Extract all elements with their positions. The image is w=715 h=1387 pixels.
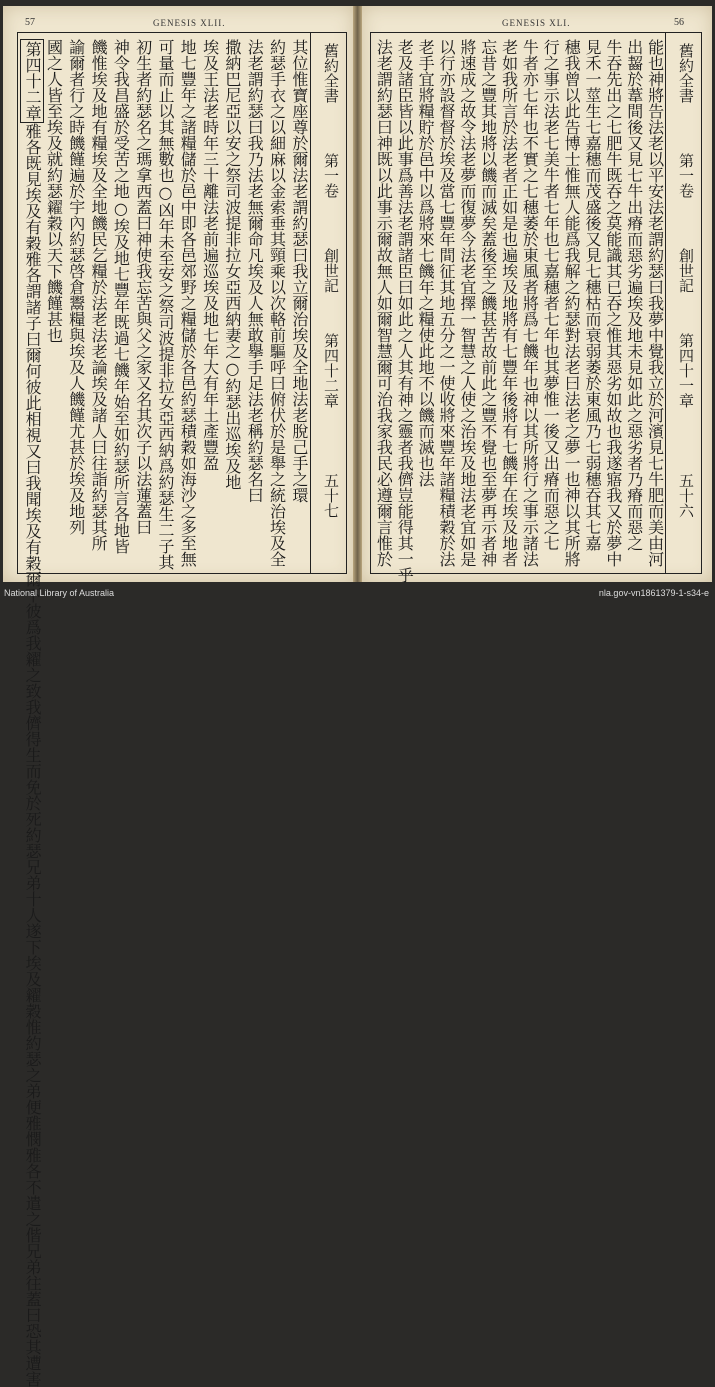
right-column-10: 將速成之故令法老夢而復夢今法老宜擇一智慧之人使之治埃及地法老宜如是 (457, 39, 477, 567)
footer-identifier: nla.gov-vn1861379-1-s34-e (598, 588, 709, 598)
left-page-header: GENESIS XLII. (153, 18, 226, 28)
right-column-1: 能也神將告法老以平安法老謂約瑟曰我夢中覺我立於河濱見七牛肥而美由河 (645, 39, 665, 567)
left-chapter: 第四十二章 (322, 333, 340, 408)
left-column-1: 其位惟寶座尊於爾法老謂約瑟曰我立爾治埃及全地法老脫己手之環 (289, 39, 309, 503)
right-column-2: 出齧於葦間後又見七牛出瘠而惡劣遍埃及地未見如此之惡劣者乃瘠而惡之 (624, 39, 644, 551)
right-column-14: 法老謂約瑟曰神既以此事示爾故無人如爾智慧爾可治我家我民必遵爾言惟於 (374, 39, 394, 567)
right-column-7: 牛者亦七年也不實之七穗萎於東風者將爲七饑年也神以其所將行之事示諸法 (520, 39, 540, 567)
right-page (362, 6, 712, 582)
left-column-12: 國之人皆至埃及就約瑟糴穀以天下饑饉甚也 (44, 39, 64, 343)
left-folio: 五十七 (322, 473, 340, 518)
right-column-3: 牛吞先出之七肥牛既吞之莫能識其已吞之惟其惡劣如故也我遂寤我又於夢中 (603, 39, 623, 567)
left-column-10: 饑惟埃及地有糧埃及全地饑民乞糧於法老法老論埃及諸人曰往詣約瑟其所 (89, 39, 109, 551)
left-column-3: 法老謂約瑟曰我乃法老無爾命凡埃及人無敢擧手足法老稱約瑟名曰 (245, 39, 265, 503)
right-column-5: 穗我曾以此告博士惟無人能爲我解之約瑟對法老曰法老之夢一也神以其所將 (562, 39, 582, 567)
left-column-2: 約瑟手衣之以細麻以金索垂其頸乘以次輅前驅呼曰俯伏於是舉之統治埃及全 (267, 39, 287, 567)
left-column-9: 神令我昌盛於受苦之地○埃及地七豐年既過七饑年始至如約瑟所言各地皆 (111, 39, 131, 554)
book-spine (353, 6, 362, 582)
right-volume: 第一卷 (677, 153, 695, 198)
right-column-12: 老手宜將糧貯於邑中以爲將來七饑年之糧使此地不以饑而滅也法 (416, 39, 436, 487)
left-column-8: 初生者約瑟名之瑪拿西蓋曰神使我忘苦與父之家又名其次子以法蓮蓋曰 (133, 39, 153, 535)
left-column-11: 諭爾者行之時饑饉遍於宇內約瑟啓倉鬻糧與埃及人饑饉尤甚於埃及地列 (66, 39, 86, 535)
left-book-name: 創世記 (322, 248, 340, 293)
right-column-4: 見禾一莖生七嘉穗而茂盛後又見七穗枯而衰弱萎於東風乃七弱穗吞其七嘉 (583, 39, 602, 551)
right-book-title: 舊約全書 (677, 43, 695, 103)
left-column-6: 地七豐年之諸糧儲於邑中即各邑郊野之糧儲於各邑約瑟積穀如海沙之多至無 (178, 39, 198, 567)
left-book-title: 舊約全書 (322, 43, 340, 103)
chapter-opening-text: 雅各既見埃及有穀雅各謂諸子曰爾何彼此相視又曰我聞埃及有穀爾下彼爲我糴之致我儕得生而免於死約瑟兄弟十人遂下埃及糴穀惟約瑟之弟便雅憫雅各不遣之偕兄弟往蓋曰恐其遭害 (23, 123, 43, 1387)
right-column-6: 行之事示法老七美牛者七年也七嘉穗者七年也其夢惟一後又出瘠而惡之七 (541, 39, 561, 551)
right-text-body (371, 33, 665, 583)
right-column-9: 忘昔之豐其地將以饑而滅矣蓋後至之饑甚苦故前此之豐不覺也至夢再示者神 (478, 39, 498, 567)
right-column-13: 老及諸臣皆以此事爲善法老謂諸臣曰如此之人其有神之靈者我儕豈能得其一乎 (395, 39, 415, 583)
left-column-5: 埃及王法老時年三十離法老前遍巡埃及地七年大有年土產豐盈 (200, 39, 220, 471)
footer-library: National Library of Australia (4, 588, 115, 598)
right-page-number: 56 (674, 17, 684, 28)
right-column-8: 老如我所言於法老者正如是也遍埃及地將有七豐年後將有七饑年在埃及地者 (499, 39, 519, 567)
chapter-badge: 第四十二章 (20, 39, 44, 123)
right-chapter: 第四十一章 (677, 333, 695, 408)
left-column-7: 可量而止以其無數也○凶年未至安之祭司波提非拉女亞西納爲約瑟生二子其 (156, 39, 175, 570)
left-page-number: 57 (25, 17, 35, 28)
left-volume: 第一卷 (322, 153, 340, 198)
left-chapter-column (20, 39, 44, 1387)
right-page-header: GENESIS XLI. (502, 18, 571, 28)
right-margin-column (665, 33, 702, 573)
right-folio: 五十六 (677, 473, 695, 518)
right-text-frame (370, 32, 702, 583)
right-book-name: 創世記 (677, 248, 695, 293)
left-margin-column (310, 33, 347, 573)
left-column-4: 撒納巴尼亞以安之祭司波提非拉女亞西納妻之○約瑟出巡埃及地 (222, 39, 242, 490)
right-column-11: 以行亦設督督於埃及當七豐年間征其地五分之一使收將來豐年諸糧積穀於法 (437, 39, 456, 567)
